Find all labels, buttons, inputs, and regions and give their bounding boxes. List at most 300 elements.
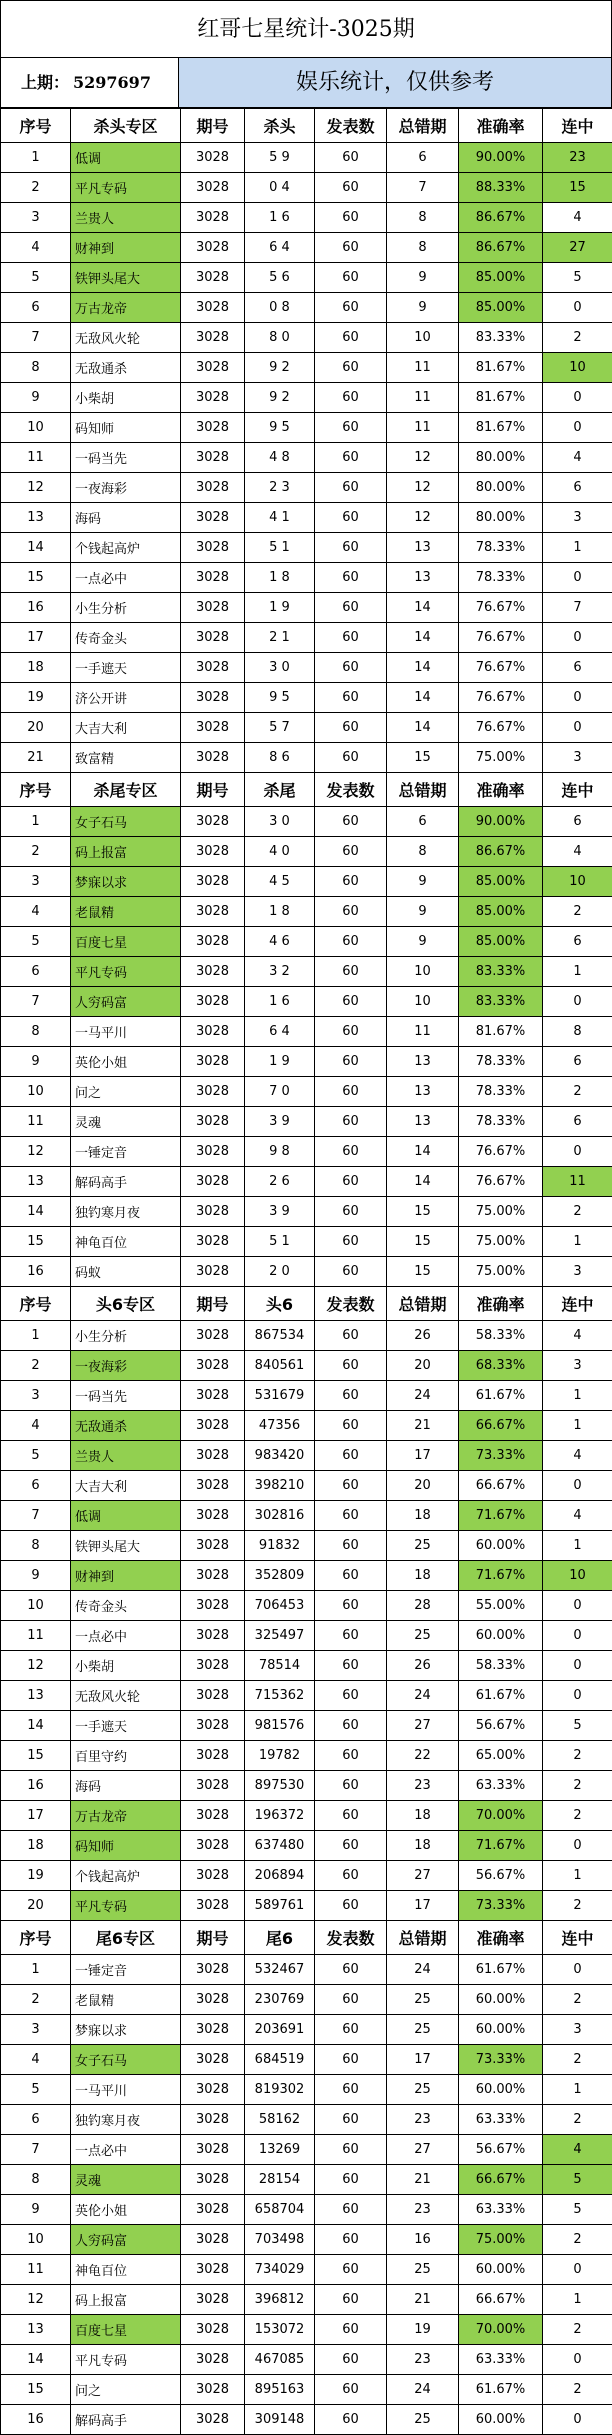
cell-pick: 2 3: [245, 473, 315, 503]
table-row: [1, 1771, 612, 1801]
cell-issue-number: 3028: [181, 1257, 245, 1287]
cell-accuracy-rate: 60.00%: [459, 2405, 543, 2435]
cell-issue-number: 3028: [181, 653, 245, 683]
cell-post-count: 60: [315, 1985, 387, 2015]
cell-issue-number: 3028: [181, 503, 245, 533]
cell-post-count: 60: [315, 1681, 387, 1711]
cell-error-count: 21: [387, 1411, 459, 1441]
column-header-issue-number: 期号: [181, 1287, 245, 1321]
cell-accuracy-rate: 71.67%: [459, 1501, 543, 1531]
column-header-win-streak: 连中: [543, 109, 612, 143]
cell-name: 小柴胡: [71, 1651, 181, 1681]
cell-row-number: 11: [1, 443, 71, 473]
cell-win-streak: 2: [543, 1197, 612, 1227]
table-row: [1, 1531, 612, 1561]
cell-pick: 467085: [245, 2345, 315, 2375]
cell-issue-number: 3028: [181, 807, 245, 837]
table-row: [1, 1621, 612, 1651]
cell-post-count: 60: [315, 593, 387, 623]
cell-name: 人穷码富: [71, 2225, 181, 2255]
cell-post-count: 60: [315, 987, 387, 1017]
cell-name: 小生分析: [71, 593, 181, 623]
cell-post-count: 60: [315, 1197, 387, 1227]
cell-name: 财神到: [71, 1561, 181, 1591]
cell-pick: 398210: [245, 1471, 315, 1501]
cell-pick: 1 9: [245, 1047, 315, 1077]
cell-issue-number: 3028: [181, 2255, 245, 2285]
cell-accuracy-rate: 55.00%: [459, 1591, 543, 1621]
cell-post-count: 60: [315, 2315, 387, 2345]
cell-issue-number: 3028: [181, 837, 245, 867]
cell-accuracy-rate: 85.00%: [459, 867, 543, 897]
cell-row-number: 15: [1, 563, 71, 593]
cell-pick: 734029: [245, 2255, 315, 2285]
column-header-accuracy-rate: 准确率: [459, 773, 543, 807]
cell-issue-number: 3028: [181, 1591, 245, 1621]
cell-name: 英伦小姐: [71, 1047, 181, 1077]
cell-error-count: 12: [387, 443, 459, 473]
cell-issue-number: 3028: [181, 293, 245, 323]
cell-issue-number: 3028: [181, 233, 245, 263]
table-row: [1, 2135, 612, 2165]
cell-issue-number: 3028: [181, 623, 245, 653]
cell-issue-number: 3028: [181, 443, 245, 473]
cell-issue-number: 3028: [181, 1561, 245, 1591]
cell-row-number: 2: [1, 173, 71, 203]
cell-error-count: 9: [387, 927, 459, 957]
cell-pick: 867534: [245, 1321, 315, 1351]
cell-pick: 819302: [245, 2075, 315, 2105]
cell-accuracy-rate: 78.33%: [459, 1107, 543, 1137]
previous-value: 5297697: [73, 73, 151, 92]
cell-accuracy-rate: 76.67%: [459, 623, 543, 653]
cell-name: 小生分析: [71, 1321, 181, 1351]
cell-row-number: 13: [1, 1681, 71, 1711]
cell-post-count: 60: [315, 2255, 387, 2285]
cell-name: 一点必中: [71, 563, 181, 593]
cell-issue-number: 3028: [181, 2195, 245, 2225]
cell-accuracy-rate: 66.67%: [459, 2285, 543, 2315]
cell-name: 平凡专码: [71, 173, 181, 203]
cell-name: 财神到: [71, 233, 181, 263]
cell-issue-number: 3028: [181, 2285, 245, 2315]
cell-error-count: 10: [387, 957, 459, 987]
cell-error-count: 25: [387, 2075, 459, 2105]
cell-row-number: 1: [1, 1955, 71, 1985]
cell-name: 海码: [71, 503, 181, 533]
cell-win-streak: 6: [543, 927, 612, 957]
cell-pick: 840561: [245, 1351, 315, 1381]
cell-row-number: 14: [1, 1197, 71, 1227]
cell-post-count: 60: [315, 1077, 387, 1107]
column-header-error-count: 总错期: [387, 1287, 459, 1321]
cell-pick: 2 6: [245, 1167, 315, 1197]
cell-post-count: 60: [315, 353, 387, 383]
cell-win-streak: 23: [543, 143, 612, 173]
cell-win-streak: 4: [543, 1321, 612, 1351]
cell-accuracy-rate: 56.67%: [459, 1861, 543, 1891]
cell-accuracy-rate: 60.00%: [459, 1985, 543, 2015]
cell-accuracy-rate: 81.67%: [459, 383, 543, 413]
cell-accuracy-rate: 83.33%: [459, 323, 543, 353]
cell-win-streak: 7: [543, 593, 612, 623]
cell-win-streak: 2: [543, 1741, 612, 1771]
cell-name: 解码高手: [71, 1167, 181, 1197]
cell-win-streak: 1: [543, 1861, 612, 1891]
cell-error-count: 15: [387, 1197, 459, 1227]
cell-win-streak: 2: [543, 323, 612, 353]
cell-win-streak: 2: [543, 1891, 612, 1921]
cell-pick: 897530: [245, 1771, 315, 1801]
cell-issue-number: 3028: [181, 2345, 245, 2375]
cell-pick: 325497: [245, 1621, 315, 1651]
table-row: [1, 2015, 612, 2045]
table-row: [1, 413, 612, 443]
cell-name: 解码高手: [71, 2405, 181, 2435]
cell-post-count: 60: [315, 263, 387, 293]
cell-post-count: 60: [315, 443, 387, 473]
cell-post-count: 60: [315, 2165, 387, 2195]
cell-error-count: 13: [387, 1107, 459, 1137]
table-row: [1, 1077, 612, 1107]
cell-pick: 6 4: [245, 1017, 315, 1047]
cell-name: 无敌通杀: [71, 353, 181, 383]
cell-win-streak: 5: [543, 1711, 612, 1741]
cell-error-count: 15: [387, 1257, 459, 1287]
cell-row-number: 10: [1, 1077, 71, 1107]
cell-issue-number: 3028: [181, 263, 245, 293]
cell-pick: 0 8: [245, 293, 315, 323]
cell-accuracy-rate: 60.00%: [459, 2075, 543, 2105]
cell-issue-number: 3028: [181, 1985, 245, 2015]
cell-post-count: 60: [315, 1137, 387, 1167]
cell-win-streak: 0: [543, 293, 612, 323]
cell-name: 百里守约: [71, 1741, 181, 1771]
cell-error-count: 10: [387, 987, 459, 1017]
table-row: [1, 1681, 612, 1711]
table-row: [1, 1985, 612, 2015]
cell-post-count: 60: [315, 1891, 387, 1921]
cell-accuracy-rate: 66.67%: [459, 2165, 543, 2195]
cell-row-number: 8: [1, 1531, 71, 1561]
cell-error-count: 26: [387, 1321, 459, 1351]
cell-name: 小柴胡: [71, 383, 181, 413]
cell-pick: 309148: [245, 2405, 315, 2435]
cell-error-count: 9: [387, 897, 459, 927]
cell-row-number: 1: [1, 1321, 71, 1351]
cell-accuracy-rate: 70.00%: [459, 2315, 543, 2345]
table-row: [1, 927, 612, 957]
cell-pick: 1 6: [245, 203, 315, 233]
cell-issue-number: 3028: [181, 2015, 245, 2045]
cell-error-count: 21: [387, 2165, 459, 2195]
cell-row-number: 9: [1, 2195, 71, 2225]
cell-post-count: 60: [315, 1501, 387, 1531]
cell-accuracy-rate: 71.67%: [459, 1561, 543, 1591]
table-row: [1, 173, 612, 203]
cell-win-streak: 15: [543, 173, 612, 203]
cell-pick: 0 4: [245, 173, 315, 203]
table-row: [1, 897, 612, 927]
cell-name: 个钱起高炉: [71, 1861, 181, 1891]
cell-pick: 3 0: [245, 807, 315, 837]
cell-row-number: 13: [1, 2315, 71, 2345]
cell-post-count: 60: [315, 807, 387, 837]
cell-row-number: 17: [1, 1801, 71, 1831]
cell-accuracy-rate: 75.00%: [459, 1227, 543, 1257]
cell-name: 神龟百位: [71, 1227, 181, 1257]
cell-win-streak: 10: [543, 867, 612, 897]
cell-error-count: 17: [387, 1441, 459, 1471]
cell-accuracy-rate: 75.00%: [459, 1257, 543, 1287]
section-header-row: [1, 1287, 612, 1321]
table-row: [1, 2165, 612, 2195]
cell-accuracy-rate: 70.00%: [459, 1801, 543, 1831]
cell-accuracy-rate: 76.67%: [459, 653, 543, 683]
cell-name: 济公开讲: [71, 683, 181, 713]
table-row: [1, 143, 612, 173]
cell-pick: 396812: [245, 2285, 315, 2315]
cell-win-streak: 27: [543, 233, 612, 263]
cell-accuracy-rate: 76.67%: [459, 1137, 543, 1167]
cell-win-streak: 1: [543, 957, 612, 987]
cell-error-count: 14: [387, 1137, 459, 1167]
cell-name: 灵魂: [71, 2165, 181, 2195]
table-row: [1, 1047, 612, 1077]
cell-win-streak: 11: [543, 1167, 612, 1197]
cell-win-streak: 0: [543, 1621, 612, 1651]
cell-error-count: 20: [387, 1351, 459, 1381]
cell-post-count: 60: [315, 1107, 387, 1137]
cell-issue-number: 3028: [181, 203, 245, 233]
cell-error-count: 25: [387, 2255, 459, 2285]
cell-post-count: 60: [315, 1227, 387, 1257]
cell-name: 一手遮天: [71, 1711, 181, 1741]
column-header-name: 杀尾专区: [71, 773, 181, 807]
cell-accuracy-rate: 61.67%: [459, 1681, 543, 1711]
cell-post-count: 60: [315, 1531, 387, 1561]
cell-error-count: 9: [387, 293, 459, 323]
cell-win-streak: 2: [543, 2375, 612, 2405]
table-row: [1, 683, 612, 713]
cell-issue-number: 3028: [181, 1381, 245, 1411]
table-row: [1, 2225, 612, 2255]
cell-row-number: 16: [1, 593, 71, 623]
cell-issue-number: 3028: [181, 2165, 245, 2195]
cell-error-count: 28: [387, 1591, 459, 1621]
cell-accuracy-rate: 63.33%: [459, 2195, 543, 2225]
cell-win-streak: 1: [543, 2075, 612, 2105]
cell-error-count: 24: [387, 2375, 459, 2405]
cell-post-count: 60: [315, 623, 387, 653]
cell-post-count: 60: [315, 1017, 387, 1047]
cell-issue-number: 3028: [181, 1227, 245, 1257]
cell-error-count: 14: [387, 713, 459, 743]
cell-issue-number: 3028: [181, 173, 245, 203]
cell-issue-number: 3028: [181, 1471, 245, 1501]
cell-accuracy-rate: 86.67%: [459, 233, 543, 263]
cell-win-streak: 0: [543, 1137, 612, 1167]
table-row: [1, 323, 612, 353]
cell-row-number: 11: [1, 1621, 71, 1651]
cell-row-number: 8: [1, 353, 71, 383]
cell-row-number: 4: [1, 233, 71, 263]
cell-pick: 4 0: [245, 837, 315, 867]
table-row: [1, 807, 612, 837]
cell-issue-number: 3028: [181, 353, 245, 383]
cell-accuracy-rate: 60.00%: [459, 1531, 543, 1561]
cell-win-streak: 2: [543, 1985, 612, 2015]
cell-win-streak: 4: [543, 1441, 612, 1471]
cell-row-number: 6: [1, 293, 71, 323]
cell-pick: 3 9: [245, 1197, 315, 1227]
cell-error-count: 17: [387, 2045, 459, 2075]
cell-name: 一码当先: [71, 443, 181, 473]
column-header-pick: 头6: [245, 1287, 315, 1321]
cell-pick: 589761: [245, 1891, 315, 1921]
cell-name: 英伦小姐: [71, 2195, 181, 2225]
column-header-post-count: 发表数: [315, 1287, 387, 1321]
table-row: [1, 1137, 612, 1167]
cell-accuracy-rate: 78.33%: [459, 1047, 543, 1077]
cell-issue-number: 3028: [181, 413, 245, 443]
table-row: [1, 1197, 612, 1227]
cell-pick: 196372: [245, 1801, 315, 1831]
cell-row-number: 15: [1, 1741, 71, 1771]
cell-accuracy-rate: 73.33%: [459, 2045, 543, 2075]
cell-accuracy-rate: 61.67%: [459, 1381, 543, 1411]
cell-win-streak: 5: [543, 2195, 612, 2225]
cell-win-streak: 1: [543, 1381, 612, 1411]
cell-row-number: 9: [1, 1561, 71, 1591]
cell-pick: 5 7: [245, 713, 315, 743]
cell-row-number: 1: [1, 807, 71, 837]
cell-post-count: 60: [315, 1801, 387, 1831]
table-row: [1, 2255, 612, 2285]
cell-pick: 4 6: [245, 927, 315, 957]
table-row: [1, 1411, 612, 1441]
cell-accuracy-rate: 73.33%: [459, 1891, 543, 1921]
cell-accuracy-rate: 61.67%: [459, 2375, 543, 2405]
cell-accuracy-rate: 90.00%: [459, 143, 543, 173]
cell-row-number: 7: [1, 2135, 71, 2165]
cell-post-count: 60: [315, 2285, 387, 2315]
table-row: [1, 1381, 612, 1411]
cell-post-count: 60: [315, 1651, 387, 1681]
cell-error-count: 14: [387, 593, 459, 623]
cell-win-streak: 3: [543, 503, 612, 533]
cell-issue-number: 3028: [181, 2105, 245, 2135]
column-header-post-count: 发表数: [315, 109, 387, 143]
cell-accuracy-rate: 78.33%: [459, 533, 543, 563]
cell-row-number: 12: [1, 1137, 71, 1167]
table-row: [1, 1741, 612, 1771]
cell-error-count: 9: [387, 867, 459, 897]
cell-accuracy-rate: 85.00%: [459, 927, 543, 957]
cell-issue-number: 3028: [181, 1501, 245, 1531]
table-row: [1, 623, 612, 653]
cell-name: 低调: [71, 143, 181, 173]
cell-error-count: 20: [387, 1471, 459, 1501]
cell-win-streak: 0: [543, 1471, 612, 1501]
cell-post-count: 60: [315, 2375, 387, 2405]
cell-accuracy-rate: 60.00%: [459, 2255, 543, 2285]
cell-row-number: 17: [1, 623, 71, 653]
cell-accuracy-rate: 83.33%: [459, 957, 543, 987]
column-header-row-number: 序号: [1, 1287, 71, 1321]
cell-name: 铁钾头尾大: [71, 263, 181, 293]
cell-row-number: 6: [1, 1471, 71, 1501]
cell-row-number: 3: [1, 2015, 71, 2045]
cell-row-number: 20: [1, 1891, 71, 1921]
cell-issue-number: 3028: [181, 1801, 245, 1831]
cell-error-count: 27: [387, 1711, 459, 1741]
cell-win-streak: 0: [543, 2405, 612, 2435]
table-row: [1, 233, 612, 263]
cell-pick: 4 5: [245, 867, 315, 897]
cell-row-number: 4: [1, 897, 71, 927]
cell-win-streak: 1: [543, 2285, 612, 2315]
cell-error-count: 23: [387, 2195, 459, 2225]
cell-post-count: 60: [315, 2345, 387, 2375]
cell-pick: 1 6: [245, 987, 315, 1017]
cell-accuracy-rate: 60.00%: [459, 2015, 543, 2045]
column-header-name: 杀头专区: [71, 109, 181, 143]
cell-row-number: 5: [1, 1441, 71, 1471]
cell-error-count: 27: [387, 2135, 459, 2165]
cell-error-count: 13: [387, 563, 459, 593]
cell-issue-number: 3028: [181, 2315, 245, 2345]
cell-row-number: 5: [1, 927, 71, 957]
table-row: [1, 1831, 612, 1861]
cell-win-streak: 4: [543, 1501, 612, 1531]
cell-accuracy-rate: 81.67%: [459, 353, 543, 383]
cell-row-number: 18: [1, 1831, 71, 1861]
cell-accuracy-rate: 83.33%: [459, 987, 543, 1017]
cell-post-count: 60: [315, 293, 387, 323]
cell-accuracy-rate: 76.67%: [459, 593, 543, 623]
cell-name: 码知师: [71, 413, 181, 443]
cell-row-number: 4: [1, 1411, 71, 1441]
column-header-error-count: 总错期: [387, 109, 459, 143]
cell-row-number: 10: [1, 413, 71, 443]
table-row: [1, 1891, 612, 1921]
cell-win-streak: 0: [543, 563, 612, 593]
table-row: [1, 713, 612, 743]
cell-name: 大吉大利: [71, 713, 181, 743]
cell-win-streak: 1: [543, 533, 612, 563]
cell-name: 兰贵人: [71, 203, 181, 233]
cell-pick: 2 1: [245, 623, 315, 653]
section-header-row: [1, 109, 612, 143]
cell-error-count: 10: [387, 323, 459, 353]
cell-error-count: 14: [387, 1167, 459, 1197]
cell-issue-number: 3028: [181, 2405, 245, 2435]
column-header-pick: 杀尾: [245, 773, 315, 807]
cell-post-count: 60: [315, 2405, 387, 2435]
cell-row-number: 14: [1, 2345, 71, 2375]
cell-post-count: 60: [315, 897, 387, 927]
cell-issue-number: 3028: [181, 473, 245, 503]
cell-error-count: 24: [387, 1681, 459, 1711]
cell-error-count: 6: [387, 807, 459, 837]
cell-post-count: 60: [315, 683, 387, 713]
cell-pick: 8 0: [245, 323, 315, 353]
cell-name: 码上报富: [71, 837, 181, 867]
cell-accuracy-rate: 73.33%: [459, 1441, 543, 1471]
cell-post-count: 60: [315, 743, 387, 773]
cell-name: 码蚁: [71, 1257, 181, 1287]
